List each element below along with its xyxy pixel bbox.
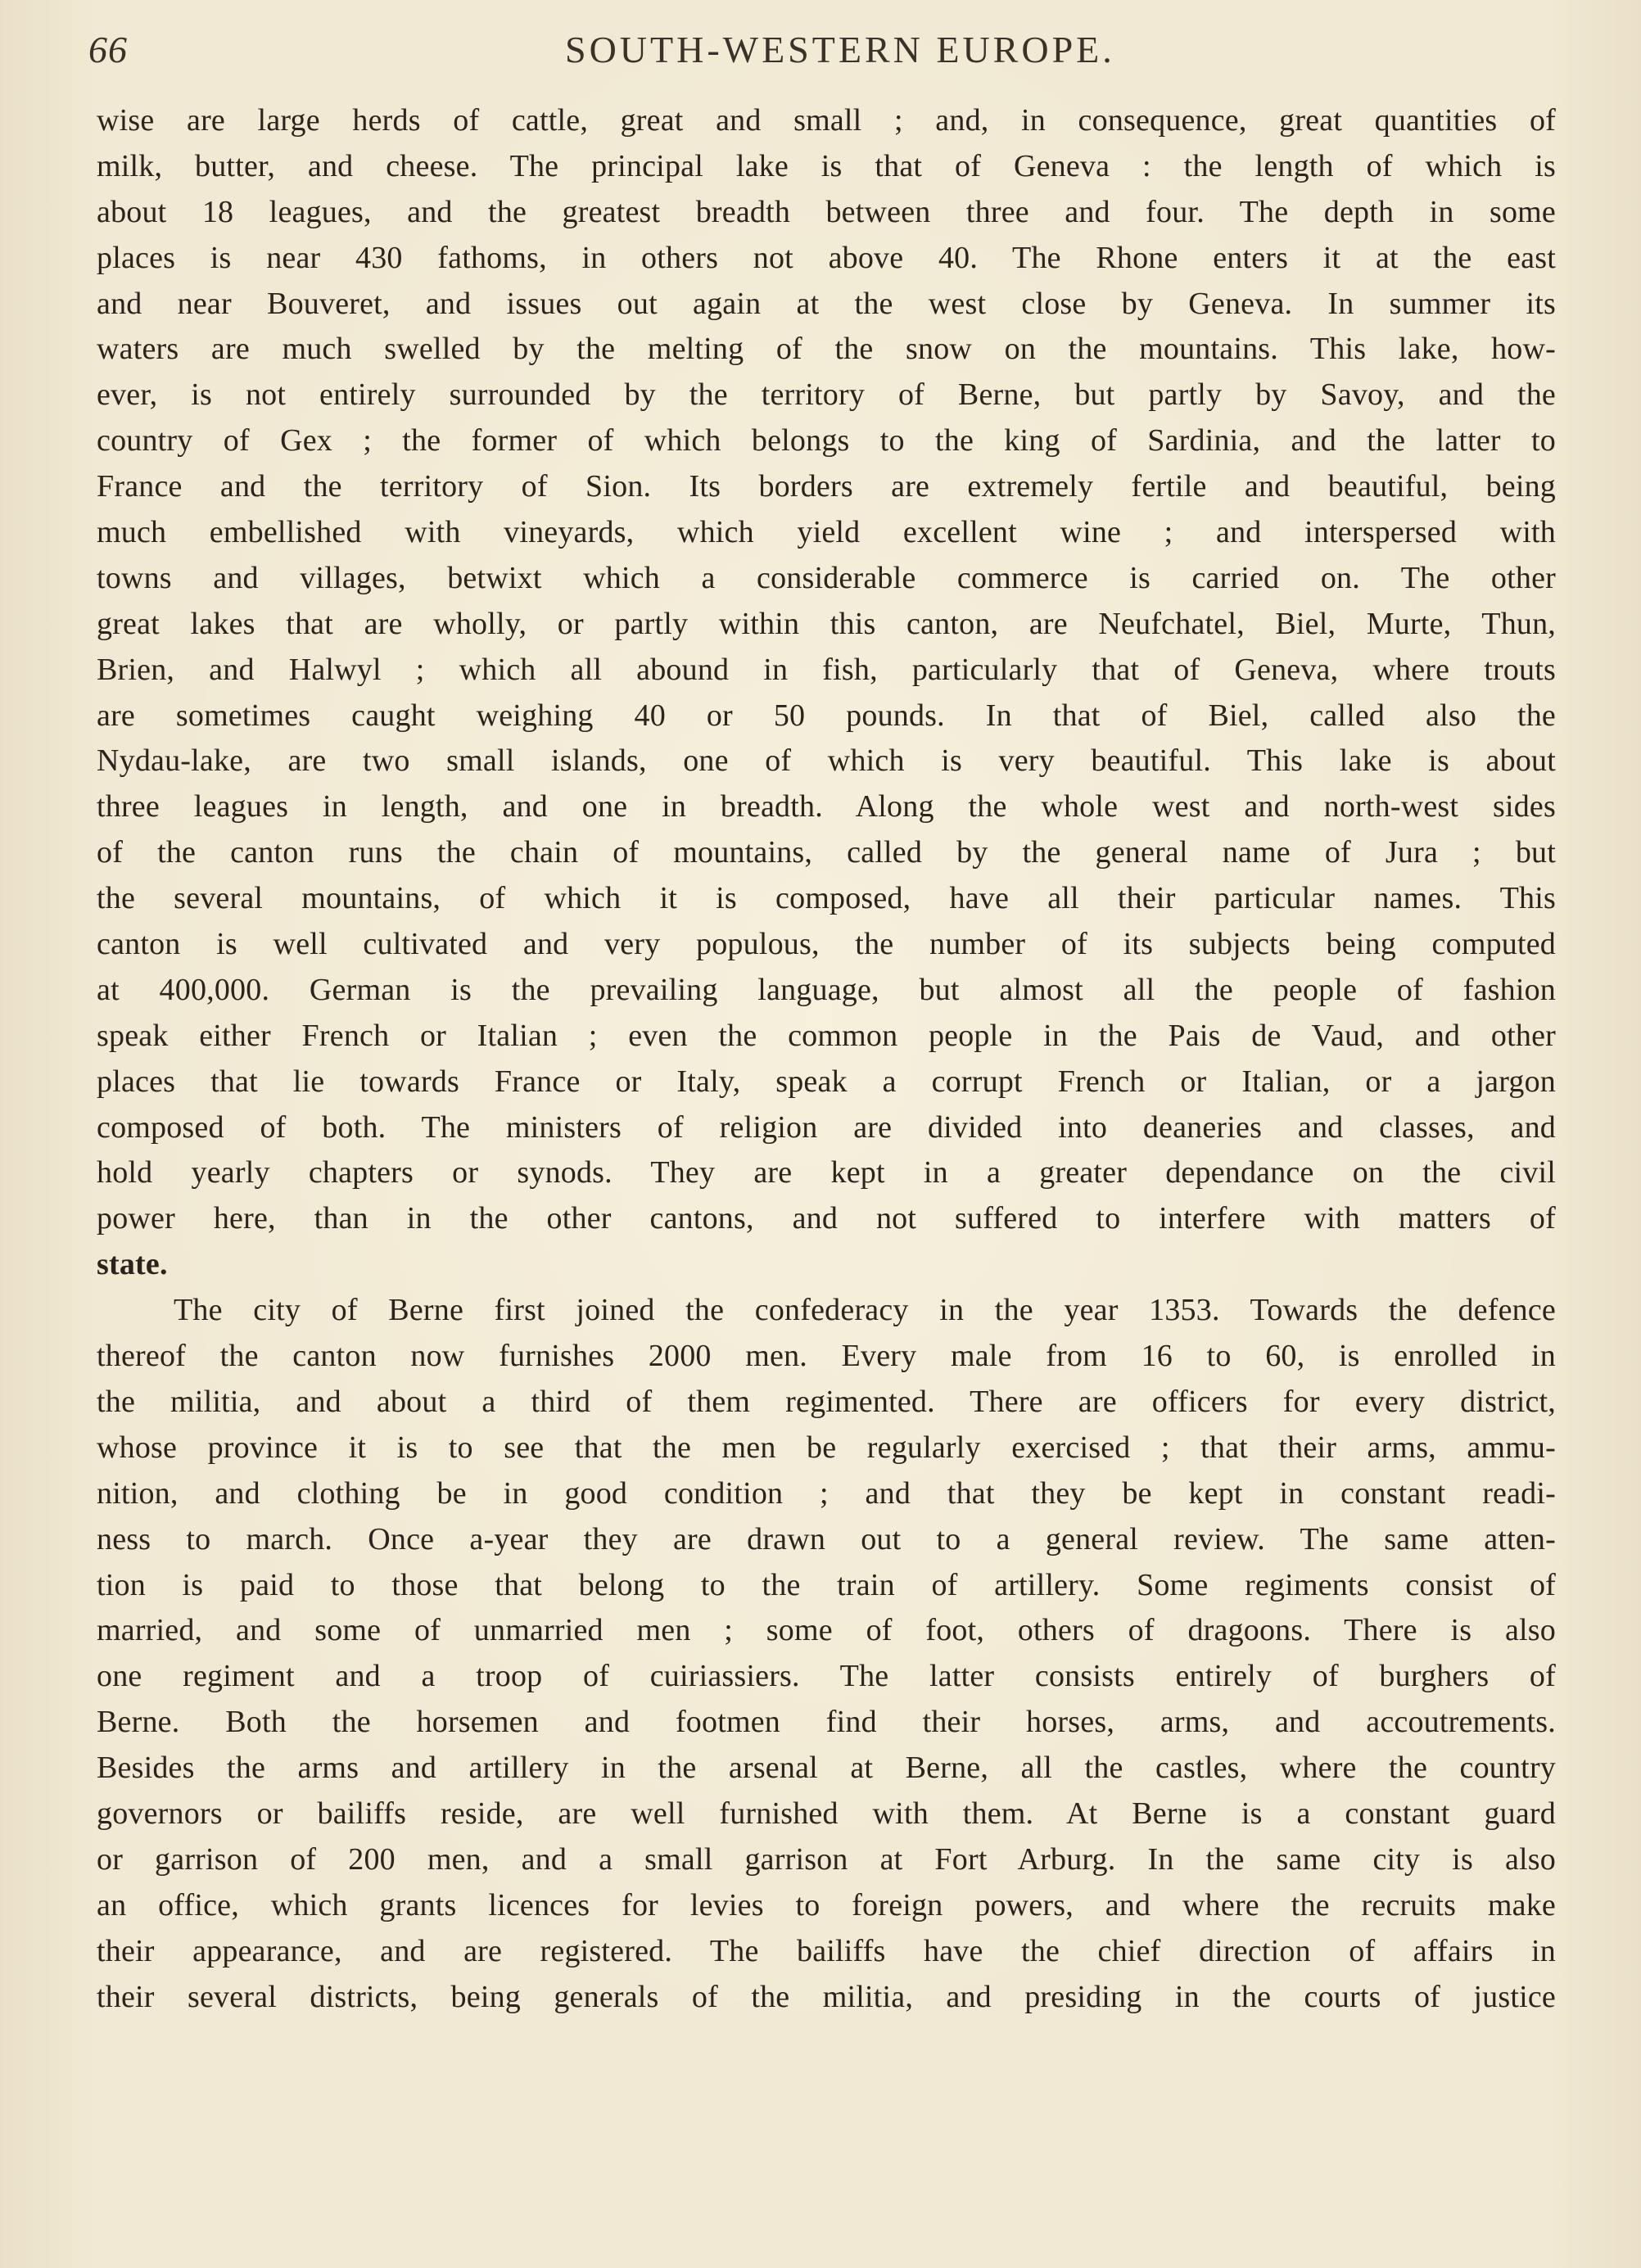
text-line: Besides the arms and artillery in the arsenal at Berne, all the castles, where the country xyxy=(97,1751,1556,1786)
text-line: Brien, and Halwyl ; which all abound in fish, particularly that of Geneva, where trouts xyxy=(97,652,1556,687)
text-line: nition, and clothing be in good condition ; and that they be kept in constant readi- xyxy=(97,1475,1556,1511)
text-line: Nydau-lake, are two small islands, one of which is very beautiful. This lake is about xyxy=(97,743,1556,779)
text-line: married, and some of unmarried men ; some of foot, others of dragoons. There is also xyxy=(97,1613,1556,1648)
text-line: are sometimes caught weighing 40 or 50 pounds. In that of Biel, called also the xyxy=(97,698,1556,733)
text-line: country of Gex ; the former of which belongs to the king of Sardinia, and the latter to xyxy=(97,423,1556,459)
text-line: The city of Berne first joined the confederacy in the year 1353. Towards the defence xyxy=(174,1293,1556,1328)
text-line: an office, which grants licences for levies to foreign powers, and where the recruits make xyxy=(97,1887,1556,1922)
text-line: hold yearly chapters or synods. They are kept in a greater dependance on the civil xyxy=(97,1155,1556,1190)
text-line: about 18 leagues, and the greatest breadth between three and four. The depth in some xyxy=(97,194,1556,229)
paragraph-berne-militia xyxy=(97,1288,1556,2020)
text-line: places that lie towards France or Italy, speak a corrupt French or Italian, or a jargon xyxy=(97,1064,1556,1099)
text-line: tion is paid to those that belong to the train of artillery. Some regiments consist of xyxy=(97,1567,1556,1602)
text-line: thereof the canton now furnishes 2000 men. Every male from 16 to 60, is enrolled in xyxy=(97,1339,1556,1374)
text-line: canton is well cultivated and very populous, the number of its subjects being computed xyxy=(97,927,1556,962)
text-line: whose province it is to see that the men be regularly exercised ; that their arms, ammu- xyxy=(97,1430,1556,1465)
text-line: places is near 430 fathoms, in others not above 40. The Rhone enters it at the east xyxy=(97,240,1556,275)
text-line: the several mountains, of which it is composed, have all their particular names. This xyxy=(97,881,1556,916)
text-line: power here, than in the other cantons, and not suffered to interfere with matters of xyxy=(97,1201,1556,1236)
running-head xyxy=(0,28,1641,77)
running-title: SOUTH-WESTERN EUROPE. xyxy=(565,29,1115,70)
text-line: much embellished with vineyards, which yield excellent wine ; and interspersed with xyxy=(97,515,1556,550)
text-line: three leagues in length, and one in breadth. Along the whole west and north-west sides xyxy=(97,789,1556,825)
text-line: composed of both. The ministers of religion are divided into deaneries and classes, and xyxy=(97,1109,1556,1145)
text-line: one regiment and a troop of cuiriassiers. The latter consists entirely of burghers of xyxy=(97,1659,1556,1694)
text-line: towns and villages, betwixt which a considerable commerce is carried on. The other xyxy=(97,560,1556,595)
text-line: France and the territory of Sion. Its borders are extremely fertile and beautiful, being xyxy=(97,469,1556,504)
text-line: ever, is not entirely surrounded by the territory of Berne, but partly by Savoy, and the xyxy=(97,377,1556,413)
text-line: at 400,000. German is the prevailing language, but almost all the people of fashion xyxy=(97,972,1556,1007)
text-line: the militia, and about a third of them regimented. There are officers for every district, xyxy=(97,1384,1556,1419)
text-line: ness to march. Once a-year they are drawn out to a general review. The same atten- xyxy=(97,1521,1556,1556)
text-line: or garrison of 200 men, and a small garrison at Fort Arburg. In the same city is also xyxy=(97,1841,1556,1877)
text-line: their appearance, and are registered. The bailiffs have the chief direction of affairs in xyxy=(97,1933,1556,1968)
text-line: speak either French or Italian ; even the common people in the Pais de Vaud, and other xyxy=(97,1018,1556,1053)
text-line: wise are large herds of cattle, great and small ; and, in consequence, great quantities of xyxy=(97,103,1556,138)
text-line: waters are much swelled by the melting of the snow on the mountains. This lake, how- xyxy=(97,332,1556,367)
text-line: great lakes that are wholly, or partly within this canton, are Neufchatel, Biel, Murte, Thun, xyxy=(97,606,1556,641)
text-line: milk, butter, and cheese. The principal lake is that of Geneva : the length of which is xyxy=(97,148,1556,183)
text-line: and near Bouveret, and issues out again at the west close by Geneva. In summer its xyxy=(97,286,1556,321)
body-text xyxy=(97,98,1556,2020)
paragraph-geneva-lakes xyxy=(97,98,1556,1288)
text-line: Berne. Both the horsemen and footmen find their horses, arms, and accoutrements. xyxy=(97,1705,1556,1740)
text-line: of the canton runs the chain of mountains, called by the general name of Jura ; but xyxy=(97,835,1556,870)
text-line: their several districts, being generals of the militia, and presiding in the courts of justice xyxy=(97,1979,1556,2014)
text-line: state. xyxy=(97,1247,168,1282)
page-number: 66 xyxy=(88,29,128,70)
text-line: governors or bailiffs reside, are well furnished with them. At Berne is a constant guard xyxy=(97,1796,1556,1831)
